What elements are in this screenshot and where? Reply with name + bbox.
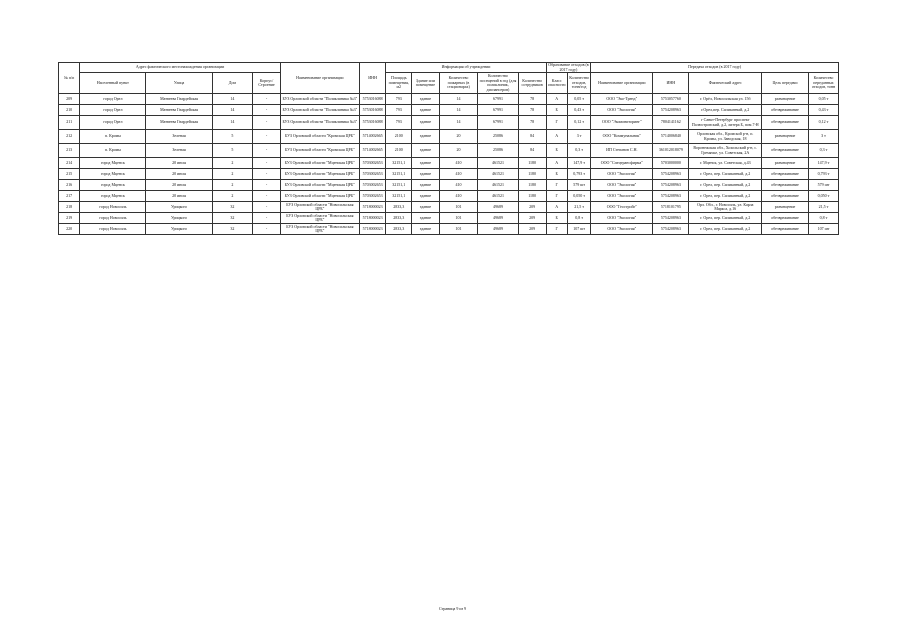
cell-qty: 3 т — [567, 130, 590, 144]
cell-transfer-org: ООО "Экология" — [591, 191, 653, 202]
header-num: № п/п — [59, 63, 80, 94]
cell-visits: 461521 — [478, 180, 519, 191]
cell-city: город Мценск — [80, 191, 146, 202]
table-row — [59, 94, 839, 105]
table-row — [59, 105, 839, 116]
cell-transfer-qty: 0,12 т — [808, 116, 838, 130]
cell-org: БУЗ Орловской области "Кромская ЦРБ" — [280, 130, 359, 144]
cell-org: БУЗ Орловской области "Новосильская ЦРБ" — [280, 213, 359, 224]
cell-purpose: обезвреживание — [762, 191, 809, 202]
cell-transfer-inn: 5754208963 — [653, 213, 689, 224]
page-number: Страница 9 из 9 — [438, 606, 467, 611]
cell-building: здание — [412, 105, 440, 116]
cell-corp: - — [253, 158, 281, 169]
cell-beds: 20 — [439, 130, 477, 144]
cell-transfer-addr: г Санкт-Петербург проспект Полюстровский, д.2, литера Б, пом.7-Н — [689, 116, 762, 130]
cell-inn: 5753016088 — [359, 105, 386, 116]
cell-qty: 0,3 т — [567, 144, 590, 158]
cell-staff: 78 — [518, 94, 546, 105]
cell-inn: 5714002665 — [359, 130, 386, 144]
cell-city: город Мценск — [80, 169, 146, 180]
cell-visits: 67991 — [478, 116, 519, 130]
cell-qty: 147,9 т — [567, 158, 590, 169]
cell-class: Г — [546, 191, 567, 202]
cell-building: здание — [412, 130, 440, 144]
cell-area: 793 — [386, 116, 412, 130]
cell-purpose: размещение — [762, 202, 809, 213]
cell-transfer-org: ООО "Геостройг" — [591, 202, 653, 213]
cell-num: 220 — [59, 224, 80, 235]
header-building: Здание или помещение — [412, 73, 440, 94]
table-row — [59, 191, 839, 202]
header-transfer-org: Наименование организации — [591, 73, 653, 94]
table-body — [59, 94, 839, 235]
table-row — [59, 169, 839, 180]
cell-house: 5 — [212, 144, 253, 158]
cell-area: 2100 — [386, 130, 412, 144]
cell-beds: 410 — [439, 169, 477, 180]
cell-staff: 209 — [518, 213, 546, 224]
cell-transfer-inn: 5703000000 — [653, 158, 689, 169]
header-staff: Количество сотрудников — [518, 73, 546, 94]
cell-num: 213 — [59, 144, 80, 158]
cell-staff: 78 — [518, 105, 546, 116]
cell-staff: 1180 — [518, 169, 546, 180]
cell-corp: - — [253, 105, 281, 116]
cell-qty: 0,8 т — [567, 213, 590, 224]
cell-street: 20 июля — [146, 169, 212, 180]
cell-transfer-qty: 0,05 т — [808, 94, 838, 105]
cell-inn: 5753016088 — [359, 94, 386, 105]
cell-transfer-qty: 3 т — [808, 130, 838, 144]
cell-transfer-org: ООО "Экология" — [591, 213, 653, 224]
cell-org: БУЗ Орловской области "Мценская ЦРБ" — [280, 169, 359, 180]
cell-transfer-org: ООО "Экология" — [591, 224, 653, 235]
cell-transfer-qty: 0,8 т — [808, 213, 838, 224]
cell-class: Б — [546, 213, 567, 224]
cell-street: Матвеева Гвардейская — [146, 105, 212, 116]
cell-transfer-inn: 5754208963 — [653, 169, 689, 180]
cell-beds: 14 — [439, 94, 477, 105]
cell-city: город Орел — [80, 116, 146, 130]
cell-visits: 67991 — [478, 105, 519, 116]
cell-qty: 0,793 т — [567, 169, 590, 180]
cell-street: 20 июля — [146, 191, 212, 202]
cell-house: 2 — [212, 169, 253, 180]
table-row — [59, 144, 839, 158]
header-transfer-addr: Фактический адрес — [689, 73, 762, 94]
cell-street: 20 июля — [146, 180, 212, 191]
cell-street: Зеленая — [146, 144, 212, 158]
cell-transfer-inn: 7804141162 — [653, 116, 689, 130]
cell-transfer-org: ООО "Экомониторинг" — [591, 116, 653, 130]
cell-class: Г — [546, 180, 567, 191]
header-qty: Количество отходов, тонн/год — [567, 73, 590, 94]
cell-qty: 0,12 т — [567, 116, 590, 130]
cell-house: 32 — [212, 202, 253, 213]
cell-building: здание — [412, 191, 440, 202]
cell-inn: 5718000023 — [359, 213, 386, 224]
cell-area: 2833,3 — [386, 213, 412, 224]
cell-inn: 5703002653 — [359, 180, 386, 191]
cell-street: Матвеева Гвардейская — [146, 116, 212, 130]
cell-street: Урицкого — [146, 202, 212, 213]
cell-corp: - — [253, 144, 281, 158]
cell-transfer-qty: 147,9 т — [808, 158, 838, 169]
cell-corp: - — [253, 116, 281, 130]
header-group-transfer: Передача отходов (в 2017 году) — [591, 63, 839, 73]
cell-org: БУЗ Орловской области "Мценская ЦРБ" — [280, 191, 359, 202]
cell-org: БУЗ Орловской области "Поликлиника №3" — [280, 94, 359, 105]
cell-city: город Орел — [80, 94, 146, 105]
cell-street: Урицкого — [146, 224, 212, 235]
cell-org: БУЗ Орловской области "Поликлиника №3" — [280, 116, 359, 130]
cell-transfer-inn: 5754208963 — [653, 180, 689, 191]
cell-transfer-addr: г. Мценск, ул. Советская, д.43 — [689, 158, 762, 169]
cell-building: здание — [412, 158, 440, 169]
cell-corp: - — [253, 169, 281, 180]
cell-class: А — [546, 94, 567, 105]
cell-beds: 14 — [439, 116, 477, 130]
cell-staff: 78 — [518, 116, 546, 130]
cell-city: город Новосиль — [80, 213, 146, 224]
cell-transfer-org: ООО "Экология" — [591, 169, 653, 180]
cell-city: город Новосиль — [80, 202, 146, 213]
table-row — [59, 180, 839, 191]
cell-transfer-qty: 579 шт — [808, 180, 838, 191]
cell-qty: 21,5 т — [567, 202, 590, 213]
cell-visits: 461521 — [478, 169, 519, 180]
cell-corp: - — [253, 130, 281, 144]
cell-house: 14 — [212, 94, 253, 105]
cell-purpose: обезвреживание — [762, 105, 809, 116]
cell-building: здание — [412, 202, 440, 213]
cell-street: 20 июля — [146, 158, 212, 169]
cell-transfer-org: ООО "Коммунальник" — [591, 130, 653, 144]
cell-house: 32 — [212, 224, 253, 235]
cell-qty: 0,43 т — [567, 105, 590, 116]
cell-qty: 0,05 т — [567, 94, 590, 105]
cell-building: здание — [412, 144, 440, 158]
cell-city: город Орел — [80, 105, 146, 116]
cell-visits: 461521 — [478, 191, 519, 202]
table-row — [59, 213, 839, 224]
cell-class: А — [546, 202, 567, 213]
cell-visits: 67991 — [478, 94, 519, 105]
cell-beds: 101 — [439, 224, 477, 235]
cell-inn: 5718000023 — [359, 202, 386, 213]
cell-staff: 84 — [518, 130, 546, 144]
cell-transfer-inn: 5754208963 — [653, 105, 689, 116]
cell-transfer-qty: 0,3 т — [808, 144, 838, 158]
cell-purpose: размещение — [762, 130, 809, 144]
cell-corp: - — [253, 224, 281, 235]
cell-class: Б — [546, 144, 567, 158]
cell-purpose: размещение — [762, 158, 809, 169]
cell-num: 209 — [59, 94, 80, 105]
cell-transfer-org: ООО "Экология" — [591, 180, 653, 191]
header-visits: Количество посещений в год (для поликлиник, диспансеров) — [479, 73, 517, 92]
cell-transfer-org: ООО "Эко-Тренд" — [591, 94, 653, 105]
cell-org: БУЗ Орловской области "Мценская ЦРБ" — [280, 180, 359, 191]
cell-house: 32 — [212, 213, 253, 224]
cell-num: 211 — [59, 116, 80, 130]
cell-num: 215 — [59, 169, 80, 180]
cell-inn: 5753016088 — [359, 116, 386, 130]
cell-corp: - — [253, 94, 281, 105]
cell-purpose: обезвреживание — [762, 116, 809, 130]
header-inn: ИНН — [359, 63, 386, 94]
header-org-name: Наименование организации — [280, 63, 359, 94]
cell-staff: 209 — [518, 224, 546, 235]
cell-class: Г — [546, 116, 567, 130]
cell-building: здание — [412, 224, 440, 235]
cell-inn: 5703002653 — [359, 158, 386, 169]
cell-house: 2 — [212, 158, 253, 169]
cell-visits: 461521 — [478, 158, 519, 169]
cell-transfer-inn: 361012018079 — [653, 144, 689, 158]
cell-purpose: обезвреживание — [762, 213, 809, 224]
cell-class: А — [546, 130, 567, 144]
cell-num: 212 — [59, 130, 80, 144]
header-transfer-purpose: Цель передачи — [762, 73, 809, 94]
cell-num: 218 — [59, 202, 80, 213]
cell-purpose: обезвреживание — [762, 169, 809, 180]
cell-beds: 20 — [439, 144, 477, 158]
cell-street: Матвеева Гвардейская — [146, 94, 212, 105]
cell-inn: 5714002665 — [359, 144, 386, 158]
cell-staff: 84 — [518, 144, 546, 158]
cell-corp: - — [253, 180, 281, 191]
header-group-waste: Образование отходов (в 2017 году) — [546, 63, 591, 73]
cell-corp: - — [253, 213, 281, 224]
cell-class: Б — [546, 105, 567, 116]
cell-corp: - — [253, 191, 281, 202]
cell-area: 32151,1 — [386, 191, 412, 202]
cell-area: 2833,3 — [386, 224, 412, 235]
cell-transfer-inn: 5754208963 — [653, 224, 689, 235]
cell-transfer-qty: 0,793 т — [808, 169, 838, 180]
header-beds: Количество пожарных (в стационарах) — [439, 73, 477, 94]
cell-inn: 5718000023 — [359, 224, 386, 235]
cell-transfer-org: ООО "Спецтрансфирма" — [591, 158, 653, 169]
cell-purpose: обезвреживание — [762, 144, 809, 158]
cell-beds: 410 — [439, 180, 477, 191]
header-class: Класс опасности — [546, 73, 567, 94]
cell-area: 793 — [386, 94, 412, 105]
cell-transfer-org: ИП Степанов С.Н. — [591, 144, 653, 158]
header-transfer-inn: ИНН — [653, 73, 689, 94]
header-group-address: Адрес фактического местонахождения организации — [80, 63, 281, 73]
cell-beds: 410 — [439, 158, 477, 169]
cell-transfer-addr: г. Орел, пер. Силикатный, д.2 — [689, 224, 762, 235]
cell-purpose: обезвреживание — [762, 224, 809, 235]
cell-city: город Новосиль — [80, 224, 146, 235]
cell-qty: 579 шт — [567, 180, 590, 191]
cell-beds: 101 — [439, 202, 477, 213]
table-row — [59, 202, 839, 213]
cell-transfer-addr: г. Орел, пер. Силикатный, д.2 — [689, 169, 762, 180]
cell-house: 5 — [212, 130, 253, 144]
cell-transfer-org: ООО "Экология" — [591, 105, 653, 116]
table-row — [59, 130, 839, 144]
cell-city: город Мценск — [80, 180, 146, 191]
table-row — [59, 158, 839, 169]
header-street: Улица — [146, 73, 212, 94]
cell-house: 2 — [212, 180, 253, 191]
cell-transfer-addr: Орловская обл., Кромской р-н, п. Кромы, ул. Заводская, 18 — [689, 130, 762, 144]
cell-city: город Мценск — [80, 158, 146, 169]
cell-visits: 49689 — [478, 213, 519, 224]
header-area: Площадь помещения, м2 — [386, 73, 412, 94]
cell-visits: 49689 — [478, 202, 519, 213]
header-city: Населенный пункт — [80, 73, 146, 94]
header-house: Дом — [212, 73, 253, 94]
cell-purpose: обезвреживание — [762, 180, 809, 191]
cell-area: 2833,3 — [386, 202, 412, 213]
cell-beds: 410 — [439, 191, 477, 202]
cell-area: 2100 — [386, 144, 412, 158]
cell-transfer-addr: Воронежская обл., Хохольский р-н, с. Гремячье, ул. Советская, 2А — [689, 144, 762, 158]
cell-transfer-inn: 5753057760 — [653, 94, 689, 105]
cell-org: БУЗ Орловской области "Кромская ЦРБ" — [280, 144, 359, 158]
cell-purpose: размещение — [762, 94, 809, 105]
cell-qty: 107 шт — [567, 224, 590, 235]
cell-beds: 14 — [439, 105, 477, 116]
cell-qty: 0,050 т — [567, 191, 590, 202]
cell-transfer-inn: 5754208963 — [653, 191, 689, 202]
cell-street: Зеленая — [146, 130, 212, 144]
cell-transfer-qty: 107 шт — [808, 224, 838, 235]
cell-transfer-inn: 5714006840 — [653, 130, 689, 144]
table-row — [59, 116, 839, 130]
cell-transfer-inn: 5718101795 — [653, 202, 689, 213]
cell-building: здание — [412, 213, 440, 224]
cell-staff: 209 — [518, 202, 546, 213]
header-transfer-qty: Количество переданных отходов, тонн — [808, 73, 838, 94]
cell-transfer-addr: г. Орел, пер. Силикатный, д.2 — [689, 191, 762, 202]
cell-transfer-addr: г. Орел, пер. Силикатный, д.2 — [689, 180, 762, 191]
cell-building: здание — [412, 180, 440, 191]
cell-house: 2 — [212, 191, 253, 202]
cell-num: 219 — [59, 213, 80, 224]
cell-org: БУЗ Орловской области "Мценская ЦРБ" — [280, 158, 359, 169]
cell-class: Г — [546, 224, 567, 235]
cell-area: 793 — [386, 105, 412, 116]
waste-table — [58, 62, 839, 235]
cell-house: 14 — [212, 105, 253, 116]
cell-transfer-qty: 0,050 т — [808, 191, 838, 202]
header-group-info: Информация об учреждении — [386, 63, 546, 73]
cell-num: 217 — [59, 191, 80, 202]
cell-building: здание — [412, 169, 440, 180]
cell-staff: 1180 — [518, 180, 546, 191]
document-sheet — [58, 62, 839, 235]
cell-transfer-addr: г. Орёл, Новосильская ул. 15б — [689, 94, 762, 105]
cell-corp: - — [253, 202, 281, 213]
cell-num: 214 — [59, 158, 80, 169]
cell-beds: 101 — [439, 213, 477, 224]
cell-area: 32151,1 — [386, 169, 412, 180]
cell-inn: 5703002653 — [359, 191, 386, 202]
cell-staff: 1180 — [518, 158, 546, 169]
cell-num: 216 — [59, 180, 80, 191]
cell-street: Урицкого — [146, 213, 212, 224]
cell-num: 210 — [59, 105, 80, 116]
cell-visits: 49689 — [478, 224, 519, 235]
cell-inn: 5703002653 — [359, 169, 386, 180]
cell-class: А — [546, 158, 567, 169]
cell-transfer-addr: Орл. Обл., г. Новосиль, ул. Карла Маркса, д.16 — [689, 202, 762, 213]
cell-building: здание — [412, 116, 440, 130]
cell-city: п. Кромы — [80, 144, 146, 158]
cell-staff: 1180 — [518, 191, 546, 202]
cell-transfer-qty: 21,5 т — [808, 202, 838, 213]
cell-org: БУЗ Орловской области "Поликлиника №3" — [280, 105, 359, 116]
table-row — [59, 224, 839, 235]
cell-building: здание — [412, 94, 440, 105]
cell-transfer-addr: г. Орел, пер. Силикатный, д.2 — [689, 213, 762, 224]
header-corp: Корпус/Строение — [253, 73, 281, 94]
cell-city: п. Кромы — [80, 130, 146, 144]
cell-visits: 25086 — [478, 130, 519, 144]
cell-visits: 25086 — [478, 144, 519, 158]
cell-org: БУЗ Орловской области "Новосильская ЦРБ" — [280, 224, 359, 235]
cell-area: 32151,1 — [386, 158, 412, 169]
cell-transfer-qty: 0,43 т — [808, 105, 838, 116]
cell-org: БУЗ Орловской области "Новосильская ЦРБ" — [280, 202, 359, 213]
cell-area: 32151,1 — [386, 180, 412, 191]
cell-house: 14 — [212, 116, 253, 130]
cell-class: Б — [546, 169, 567, 180]
cell-transfer-addr: г.Орел,пер. Силикатный, д.2 — [689, 105, 762, 116]
